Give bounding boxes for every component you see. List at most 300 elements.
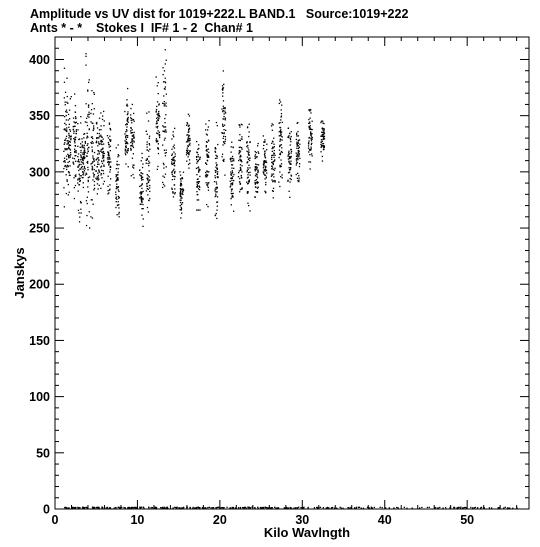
data-point [65, 92, 66, 93]
data-point [67, 162, 68, 163]
data-point [141, 197, 142, 198]
data-point [279, 122, 280, 123]
data-point [197, 184, 198, 185]
data-point [87, 153, 88, 154]
data-point [223, 70, 224, 71]
data-point [93, 189, 94, 190]
data-point [239, 124, 240, 125]
data-point [84, 148, 85, 149]
data-point [171, 155, 172, 156]
data-point [87, 186, 88, 187]
data-point [101, 170, 102, 171]
data-point [73, 131, 74, 132]
data-point [141, 188, 142, 189]
data-point [70, 98, 71, 99]
data-point [280, 166, 281, 167]
data-point [297, 154, 298, 155]
data-point [73, 133, 74, 134]
y-axis-label: Janskys [12, 247, 27, 299]
data-point [206, 174, 207, 175]
data-point [130, 130, 131, 131]
data-point [86, 200, 87, 201]
data-point [258, 151, 259, 152]
data-point [90, 113, 91, 114]
data-point [108, 144, 109, 145]
data-point [97, 193, 98, 194]
data-point [164, 118, 165, 119]
data-point [290, 507, 291, 508]
data-point [92, 155, 93, 156]
data-point [132, 139, 133, 140]
data-point [103, 160, 104, 161]
data-point [197, 199, 198, 200]
data-point [308, 145, 309, 146]
data-point [247, 147, 248, 148]
data-point [157, 169, 158, 170]
data-point [231, 168, 232, 169]
data-point [85, 56, 86, 57]
data-point [162, 176, 163, 177]
data-point [248, 152, 249, 153]
data-point [92, 162, 93, 163]
data-point [75, 105, 76, 106]
data-point [84, 158, 85, 159]
data-point [100, 188, 101, 189]
data-point [299, 144, 300, 145]
data-point [96, 123, 97, 124]
data-point [222, 144, 223, 145]
data-point [148, 150, 149, 151]
data-point [97, 161, 98, 162]
data-point [162, 182, 163, 183]
data-point [217, 187, 218, 188]
data-point [87, 133, 88, 134]
data-point [66, 78, 67, 79]
data-point [321, 136, 322, 137]
data-point [311, 133, 312, 134]
data-point [80, 164, 81, 165]
data-point [78, 190, 79, 191]
data-point [147, 194, 148, 195]
data-point [231, 180, 232, 181]
data-point [280, 130, 281, 131]
data-point [90, 142, 91, 143]
data-point [272, 181, 273, 182]
data-point [246, 182, 247, 183]
data-point [73, 126, 74, 127]
data-point [84, 150, 85, 151]
data-point [158, 113, 159, 114]
data-point [215, 215, 216, 216]
data-point [223, 133, 224, 134]
data-point [95, 171, 96, 172]
data-point [197, 161, 198, 162]
data-point [98, 143, 99, 144]
data-point [92, 169, 93, 170]
data-point [199, 157, 200, 158]
data-point [157, 166, 158, 167]
data-point [82, 171, 83, 172]
data-point [439, 507, 440, 508]
data-point [94, 507, 95, 508]
data-point [71, 136, 72, 137]
data-point [98, 179, 99, 180]
data-point [255, 170, 256, 171]
data-point [85, 143, 86, 144]
data-point [273, 161, 274, 162]
data-point [232, 176, 233, 177]
data-point [279, 150, 280, 151]
data-point [110, 129, 111, 130]
data-point [88, 117, 89, 118]
data-point [205, 176, 206, 177]
data-point [255, 197, 256, 198]
data-point [159, 132, 160, 133]
data-point [103, 173, 104, 174]
data-point [261, 507, 262, 508]
data-point [281, 132, 282, 133]
data-point [223, 106, 224, 107]
data-point [66, 129, 67, 130]
data-point [256, 173, 257, 174]
data-point [84, 167, 85, 168]
data-point [116, 147, 117, 148]
data-point [255, 184, 256, 185]
data-point [146, 144, 147, 145]
data-point [116, 164, 117, 165]
data-point [248, 165, 249, 166]
data-point [382, 507, 383, 508]
data-point [172, 189, 173, 190]
data-point [100, 174, 101, 175]
data-point [217, 144, 218, 145]
data-point [296, 133, 297, 134]
data-point [324, 136, 325, 137]
data-point [174, 193, 175, 194]
data-point [84, 153, 85, 154]
data-point [181, 197, 182, 198]
data-point [92, 103, 93, 104]
data-point [217, 196, 218, 197]
data-point [254, 169, 255, 170]
x-tick-label: 0 [51, 513, 59, 527]
data-point [232, 196, 233, 197]
data-point [83, 134, 84, 135]
data-point [90, 163, 91, 164]
data-point [298, 150, 299, 151]
data-point [123, 507, 124, 508]
data-point [356, 507, 357, 508]
data-point [272, 130, 273, 131]
data-point [217, 206, 218, 207]
data-point [67, 103, 68, 104]
data-point [196, 174, 197, 175]
data-point [308, 507, 309, 508]
y-tick-label: 100 [29, 390, 50, 405]
data-point [157, 141, 158, 142]
data-point [206, 141, 207, 142]
data-point [241, 138, 242, 139]
data-point [125, 150, 126, 151]
data-point [288, 135, 289, 136]
data-point [180, 194, 181, 195]
data-point [82, 145, 83, 146]
data-point [274, 507, 275, 508]
data-point [174, 128, 175, 129]
data-point [232, 156, 233, 157]
data-point [104, 120, 105, 121]
data-point [230, 161, 231, 162]
data-point [205, 162, 206, 163]
data-point [110, 141, 111, 142]
data-point [310, 168, 311, 169]
data-point [265, 192, 266, 193]
data-point [97, 164, 98, 165]
data-point [130, 114, 131, 115]
data-point [174, 179, 175, 180]
data-point [311, 148, 312, 149]
data-point [162, 145, 163, 146]
data-point [265, 182, 266, 183]
data-point [187, 140, 188, 141]
data-point [332, 507, 333, 508]
data-point [80, 154, 81, 155]
data-point [133, 137, 134, 138]
data-point [146, 183, 147, 184]
data-point [475, 507, 476, 508]
data-point [87, 145, 88, 146]
data-point [279, 127, 280, 128]
data-point [79, 168, 80, 169]
x-tick-label: 50 [460, 513, 475, 527]
data-point [108, 164, 109, 165]
data-point [231, 142, 232, 143]
data-point [183, 190, 184, 191]
data-point [83, 160, 84, 161]
data-point [299, 166, 300, 167]
data-point [142, 199, 143, 200]
data-point [101, 125, 102, 126]
data-point [216, 213, 217, 214]
data-point [92, 179, 93, 180]
data-point [224, 111, 225, 112]
data-point [165, 138, 166, 139]
data-point [232, 164, 233, 165]
data-point [248, 205, 249, 206]
data-point [103, 165, 104, 166]
data-point [215, 507, 216, 508]
data-point [93, 113, 94, 114]
chart-title: Amplitude vs UV dist for 1019+222.L BAND.1 Source:1019+222 [30, 7, 409, 21]
data-point [312, 137, 313, 138]
data-point [174, 147, 175, 148]
data-point [225, 136, 226, 137]
data-point [196, 191, 197, 192]
data-point [239, 152, 240, 153]
data-point [221, 507, 222, 508]
data-point [88, 181, 89, 182]
x-tick-label: 20 [212, 513, 227, 527]
data-point [279, 103, 280, 104]
data-point [290, 138, 291, 139]
data-point [70, 138, 71, 139]
data-point [88, 147, 89, 148]
data-point [117, 174, 118, 175]
data-point [156, 138, 157, 139]
data-point [263, 172, 264, 173]
data-point [156, 111, 157, 112]
plot-frame [55, 37, 529, 509]
data-point [68, 119, 69, 120]
data-point [217, 156, 218, 157]
data-point [83, 137, 84, 138]
data-point [87, 116, 88, 117]
data-point [223, 160, 224, 161]
data-point [263, 165, 264, 166]
data-point [74, 151, 75, 152]
data-point [93, 173, 94, 174]
data-point [108, 155, 109, 156]
data-point [156, 133, 157, 134]
data-point [223, 100, 224, 101]
data-point [71, 96, 72, 97]
data-point [255, 154, 256, 155]
data-point [94, 94, 95, 95]
data-point [198, 172, 199, 173]
data-point [216, 158, 217, 159]
data-point [64, 97, 65, 98]
data-point [163, 164, 164, 165]
data-point [162, 103, 163, 104]
data-point [180, 200, 181, 201]
data-point [324, 147, 325, 148]
data-point [188, 154, 189, 155]
data-point [163, 81, 164, 82]
data-point [205, 123, 206, 124]
data-point [98, 141, 99, 142]
data-point [118, 207, 119, 208]
data-point [143, 191, 144, 192]
data-point [94, 181, 95, 182]
data-point [127, 88, 128, 89]
data-point [107, 159, 108, 160]
data-point [93, 127, 94, 128]
data-point [273, 191, 274, 192]
y-tick-label: 0 [43, 502, 50, 517]
data-point [165, 82, 166, 83]
data-point [189, 151, 190, 152]
data-point [298, 175, 299, 176]
data-point [172, 135, 173, 136]
data-point [85, 174, 86, 175]
data-point [180, 191, 181, 192]
data-point [309, 129, 310, 130]
data-point [265, 160, 266, 161]
data-point [158, 111, 159, 112]
data-point [198, 507, 199, 508]
data-point [248, 177, 249, 178]
data-point [271, 166, 272, 167]
data-point [217, 507, 218, 508]
data-point [230, 185, 231, 186]
data-point [224, 175, 225, 176]
data-point [196, 210, 197, 211]
data-point [323, 123, 324, 124]
data-point [266, 177, 267, 178]
data-point [287, 137, 288, 138]
data-point [148, 180, 149, 181]
data-point [158, 130, 159, 131]
data-point [102, 115, 103, 116]
data-point [215, 151, 216, 152]
data-point [96, 141, 97, 142]
data-point [273, 138, 274, 139]
data-point [82, 166, 83, 167]
data-point [126, 147, 127, 148]
data-point [75, 146, 76, 147]
data-point [128, 122, 129, 123]
data-point [101, 161, 102, 162]
data-point [86, 118, 87, 119]
data-point [158, 93, 159, 94]
data-point [69, 118, 70, 119]
data-point [308, 161, 309, 162]
data-point [233, 174, 234, 175]
data-point [156, 121, 157, 122]
data-point [77, 146, 78, 147]
data-point [247, 126, 248, 127]
data-point [148, 156, 149, 157]
data-point [75, 150, 76, 151]
data-point [186, 161, 187, 162]
data-point [233, 160, 234, 161]
data-point [240, 151, 241, 152]
data-point [93, 204, 94, 205]
data-point [73, 121, 74, 122]
data-point [79, 184, 80, 185]
data-point [116, 174, 117, 175]
data-point [260, 507, 261, 508]
data-point [172, 176, 173, 177]
data-point [142, 177, 143, 178]
data-point [157, 101, 158, 102]
data-point [223, 138, 224, 139]
data-point [248, 136, 249, 137]
data-point [232, 170, 233, 171]
data-point [311, 138, 312, 139]
data-point [215, 170, 216, 171]
data-point [110, 167, 111, 168]
data-point [143, 507, 144, 508]
data-point [116, 201, 117, 202]
data-points [63, 49, 517, 509]
data-point [221, 108, 222, 109]
data-point [162, 131, 163, 132]
data-point [108, 142, 109, 143]
data-point [66, 174, 67, 175]
data-point [321, 132, 322, 133]
data-point [186, 154, 187, 155]
data-point [216, 165, 217, 166]
data-point [188, 126, 189, 127]
data-point [296, 135, 297, 136]
y-tick-label: 250 [29, 221, 50, 236]
data-point [215, 189, 216, 190]
data-point [207, 507, 208, 508]
data-point [282, 122, 283, 123]
data-point [98, 170, 99, 171]
data-point [147, 141, 148, 142]
